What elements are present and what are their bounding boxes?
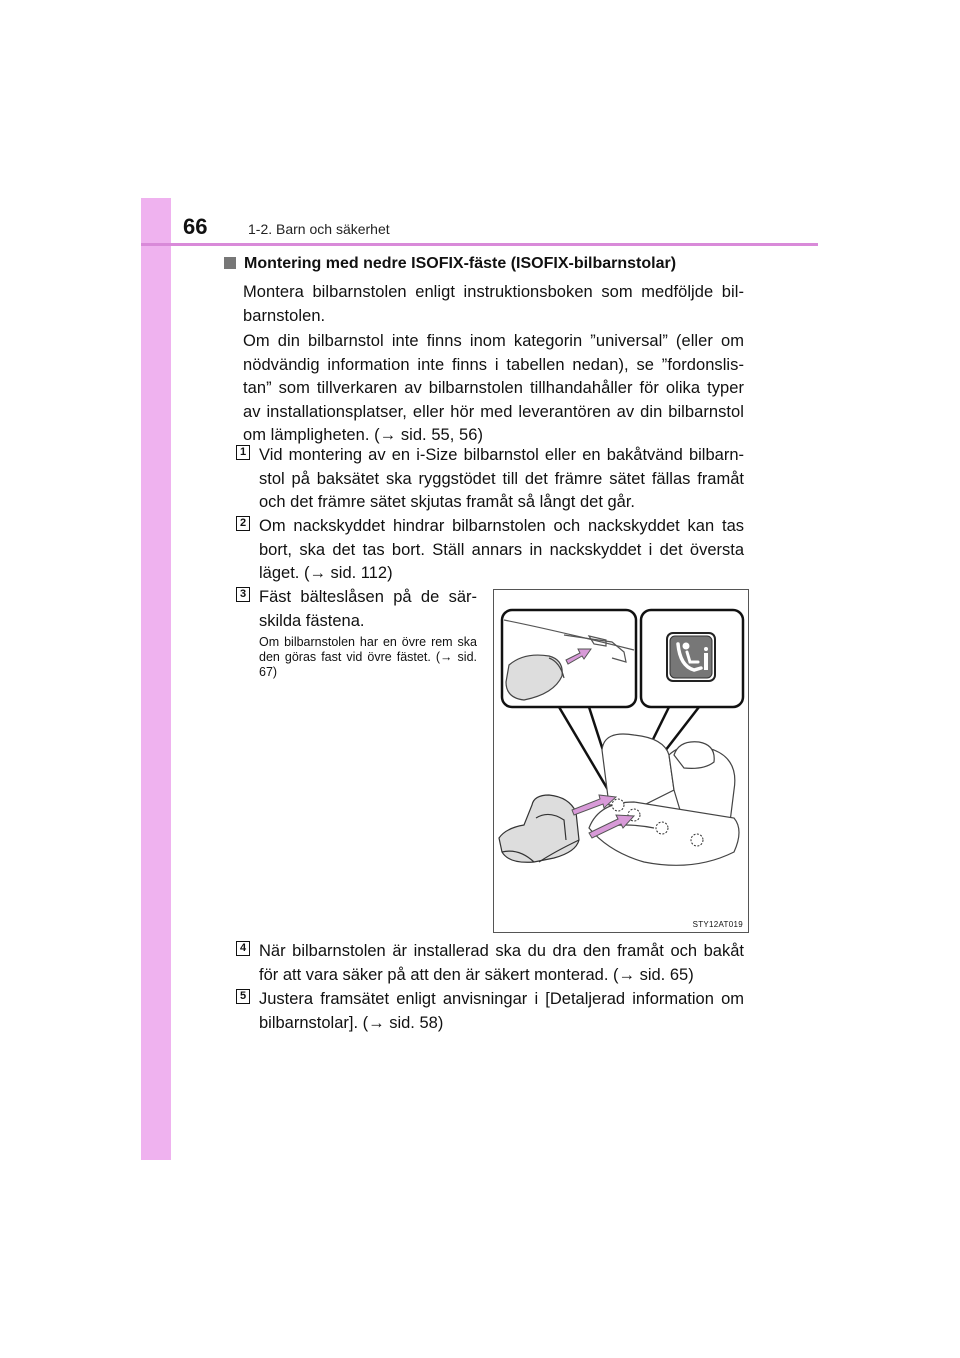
page-side-tab xyxy=(141,198,171,1160)
intro-paragraph: Montera bilbarnstolen enligt instruktionsboken som medföljde bil-barnstolen. xyxy=(243,283,744,325)
header-rule xyxy=(141,243,818,246)
step-1-badge: 1 xyxy=(236,445,250,460)
isofix-drawing xyxy=(494,590,750,934)
step-4-text: När bilbarnstolen är installerad ska du dra den framåt och bakåt för att vara säker på att den är säkert monterad. (→ sid. 65) xyxy=(259,942,744,984)
info-paragraph: Om din bilbarnstol inte finns inom kategorin ”universal” (eller om nödvändig information inte finns i tabellen nedan), se ”fordonslis-tan” som tillverkaren av bilbarnstolen tillhandahåller för olika typer av installationsplatser, eller hör med leverantören av din bilbarnstol om lämpligheten. (→ sid. 55, 56) xyxy=(243,332,744,444)
isofix-child-seat-icon xyxy=(667,633,715,681)
step-3-note: Om bilbarnstolen har en övre rem ska den göras fast vid övre fästet. (→ sid. 67) xyxy=(259,635,477,679)
section-heading xyxy=(224,255,676,273)
step-2-text: Om nackskyddet hindrar bilbarnstolen och nackskyddet kan tas bort, ska det tas bort. Ställ annars in nackskyddet i det översta läget. (→ sid. 112) xyxy=(259,517,744,582)
page-number: 66 xyxy=(183,214,208,239)
step-3-text: Fäst bälteslåsen på de sär-skilda fästena. xyxy=(259,588,477,630)
figure-code: STY12AT019 xyxy=(692,920,743,929)
step-4-badge: 4 xyxy=(236,941,250,956)
step-5-badge: 5 xyxy=(236,989,250,1004)
step-3-badge: 3 xyxy=(236,587,250,602)
child-seat-drawing xyxy=(499,795,579,862)
step-5-text: Justera framsätet enligt anvisningar i [Detaljerad information om bilbarnstolar]. (→ sid. 58) xyxy=(259,990,744,1032)
section-heading-text: Montering med nedre ISOFIX-fäste (ISOFIX-bilbarnstolar) xyxy=(244,255,677,272)
square-bullet-icon xyxy=(224,257,236,269)
section-title: 1-2. Barn och säkerhet xyxy=(248,221,390,237)
isofix-illustration xyxy=(493,589,749,933)
step-2-badge: 2 xyxy=(236,516,250,531)
step-1-text: Vid montering av en i-Size bilbarnstol eller en bakåtvänd bilbarn-stol på baksätet ska ryggstödet till det främre sätet fällas framåt och det främre sätet skjutas framåt så långt det går. xyxy=(259,446,744,511)
